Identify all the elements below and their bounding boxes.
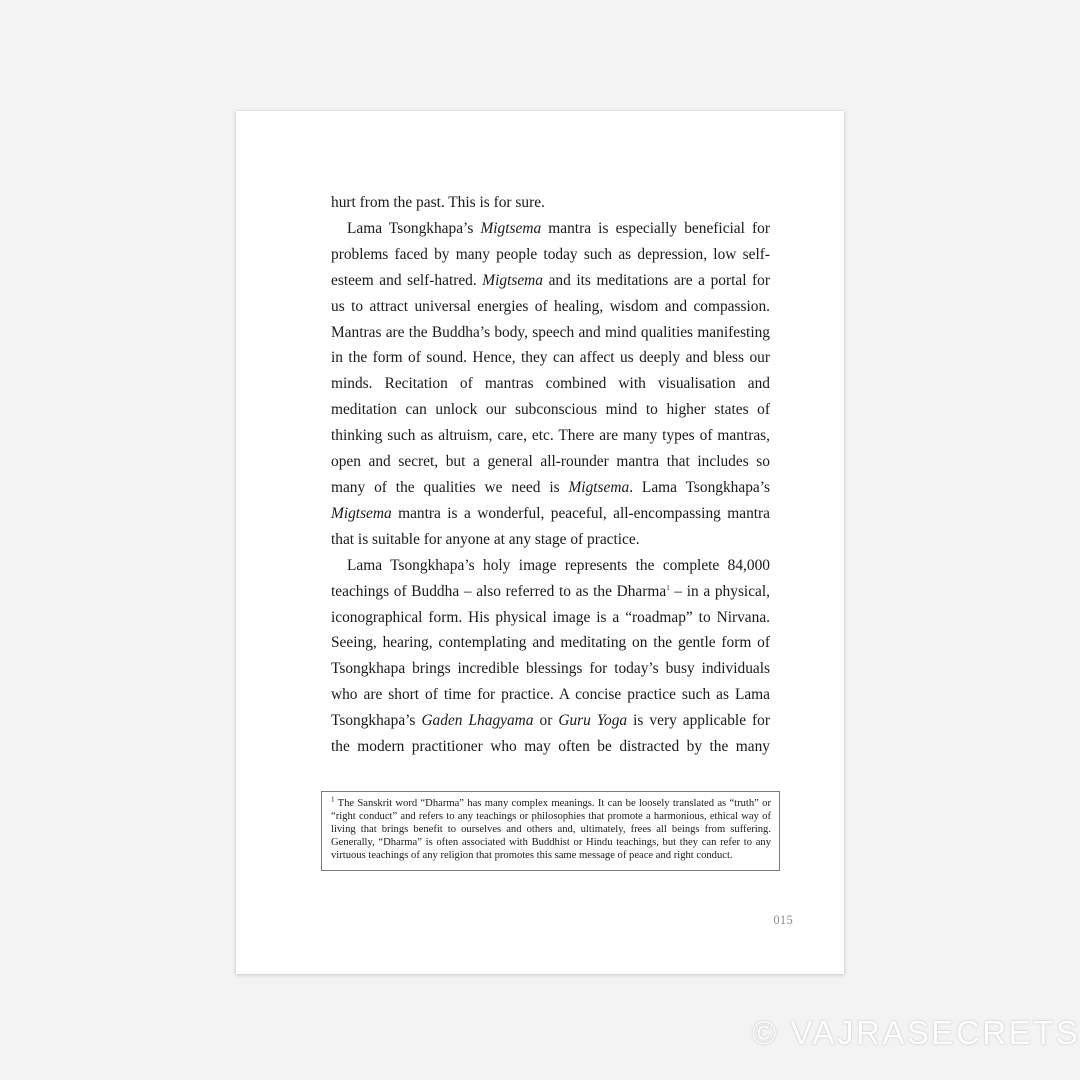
footnote-reference[interactable]: 1: [666, 583, 670, 592]
paragraph-3: [331, 553, 770, 760]
paragraph-2-text-2: mantra is especially beneficial for problems faced by many people today such as depression, low self-esteem and self-hatred.: [331, 219, 770, 289]
paragraph-2-text-4: . Lama Tsongkhapa’s: [629, 478, 770, 496]
paragraph-2-text-5: mantra is a wonderful, peaceful, all-encompassing mantra that is suitable for anyone at any stage of practice.: [331, 504, 770, 548]
footnote-box: [321, 791, 780, 871]
paragraph-3-italic-1: Gaden Lhagyama: [421, 712, 534, 730]
paragraph-2-text-1: Lama Tsongkhapa’s: [347, 219, 481, 237]
paragraph-2-italic-3: Migtsema: [568, 478, 630, 496]
page-number: 015: [773, 913, 793, 927]
paragraph-2-italic-1: Migtsema: [480, 219, 542, 237]
body-text: [331, 190, 770, 760]
copyright-watermark: © VAJRASECRETS: [752, 1014, 1080, 1051]
footnote-number: 1: [331, 795, 335, 804]
paragraph-2: [331, 216, 770, 553]
book-page: [236, 111, 844, 974]
paragraph-3-text-1: Lama Tsongkhapa’s holy image represents the complete 84,000 teachings of Buddha – also referred to as the Dharma: [331, 556, 770, 600]
footnote-text: The Sanskrit word “Dharma” has many complex meanings. It can be loosely translated as “truth” or “right conduct” and refers to any teachings or philosophies that promote a harmonious, ethical way of living that brings benefit to ourselves and others and, ultimately, frees all beings from suffering. Generally, “Dharma” is often associated with Buddhist or Hindu teachings, but they can refer to any virtuous teachings of any religion that promotes this same message of peace and right conduct.: [331, 798, 771, 861]
paragraph-2-italic-2: Migtsema: [482, 271, 543, 289]
paragraph-2-italic-4: Migtsema: [331, 504, 392, 522]
paragraph-3-text-3: or: [533, 712, 559, 730]
paragraph-2-text-3: and its meditations are a portal for us to attract universal energies of healing, wisdom and compassion. Mantras are the Buddha’s body, speech and mind qualities manifesting in the form of sound. Hence, they can affect us deeply and bless our minds. Recitation of mantras combined with visualisation and meditation can unlock our subconscious mind to higher states of thinking such as altruism, care, etc. There are many types of mantras, open and secret, but a general all-rounder mantra that includes so many of the qualities we need is: [331, 271, 770, 496]
paragraph-3-text-4: is very applicable for the modern practitioner who may often be distracted by the many: [331, 712, 770, 756]
paragraph-1: hurt from the past. This is for sure.: [331, 194, 545, 211]
paragraph-3-italic-2: Guru Yoga: [558, 712, 628, 730]
paragraph-3-text-2: – in a physical, iconographical form. His physical image is a “roadmap” to Nirvana. Seeing, hearing, contemplating and meditating on the gentle form of Tsongkhapa brings incredible blessings for today’s busy individuals who are short of time for practice. A concise practice such as Lama Tsongkhapa’s: [331, 582, 770, 730]
